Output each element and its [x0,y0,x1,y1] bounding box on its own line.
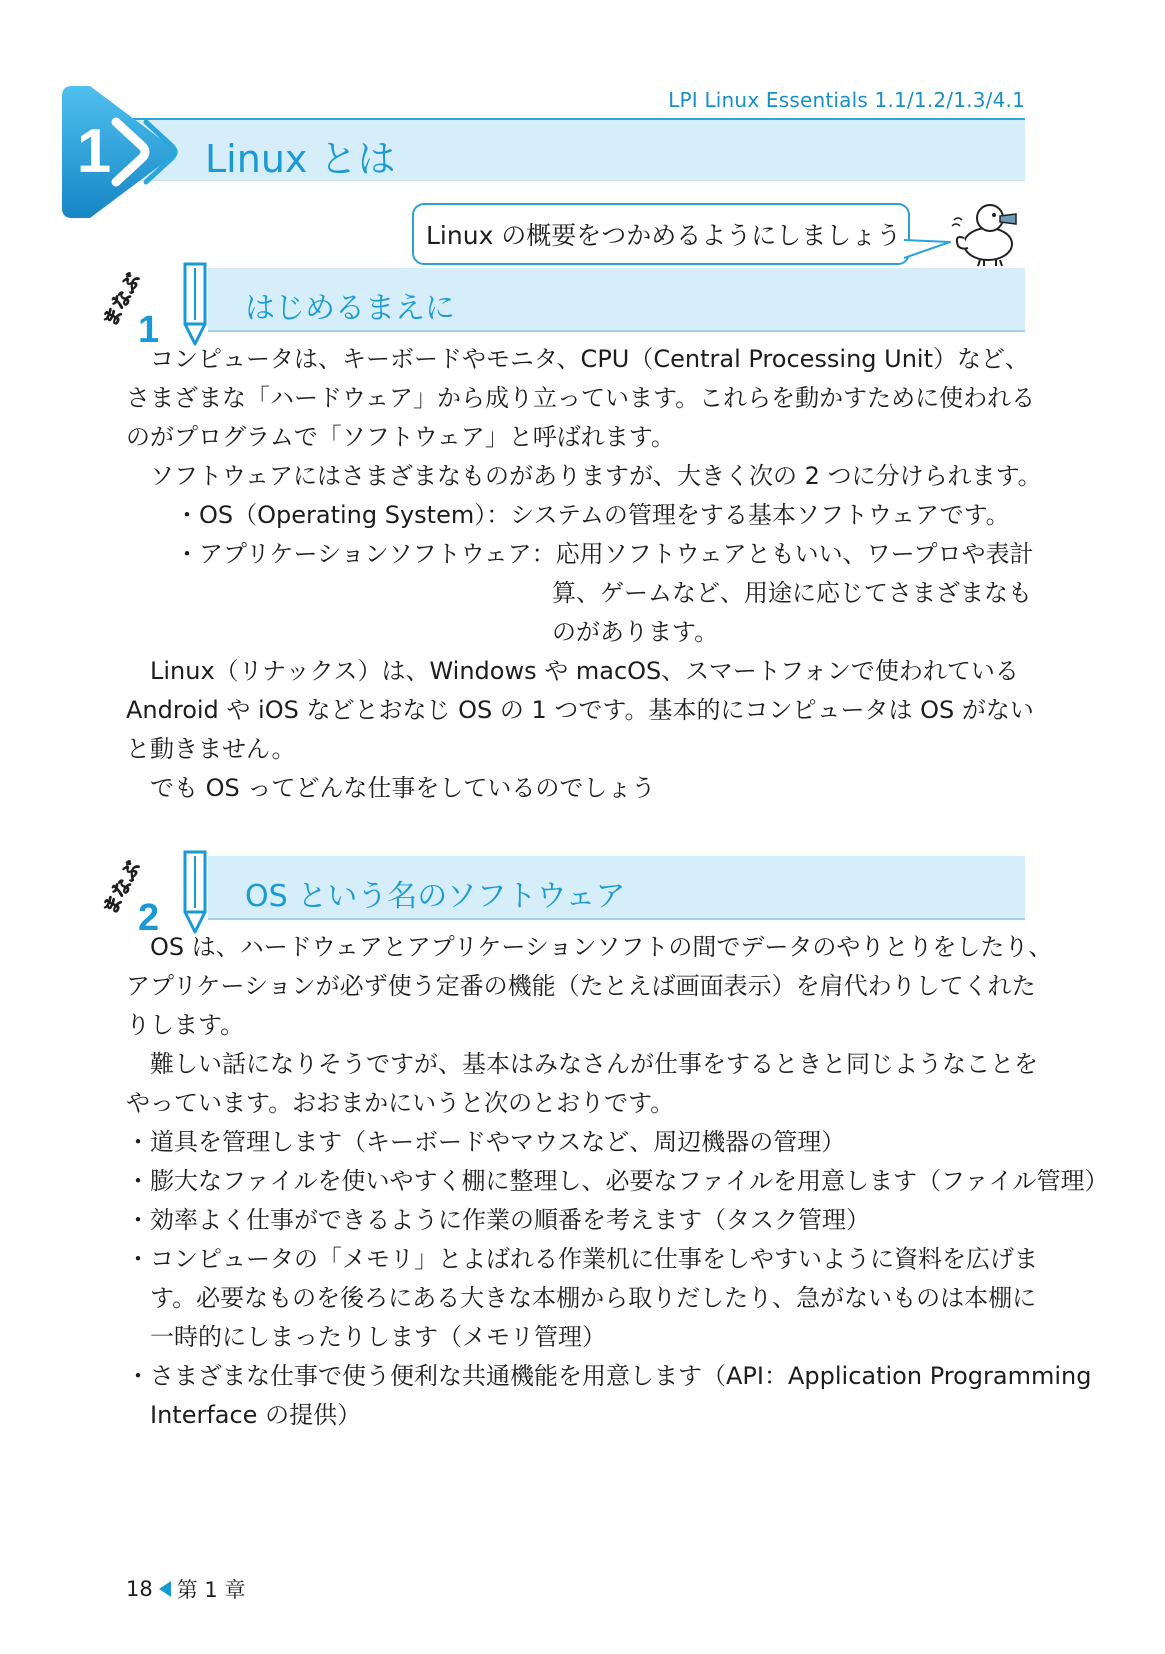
section-1-title: はじめるまえに [245,291,455,326]
section-1-line: と動きません。 [126,735,296,763]
pencil-icon [185,852,205,932]
section-1-badge-label: まなぶ [98,269,146,331]
speech-bubble [412,203,910,265]
section-2-bullet-cont: Interface の提供） [150,1401,362,1429]
section-1-bullet: ・OS（Operating System）：システムの管理をする基本ソフトウェアです。 [175,501,1010,529]
duck-mascot-icon [950,198,1030,268]
section-2-line: アプリケーションが必ず使う定番の機能（たとえば画面表示）を肩代わりしてくれた [126,972,1036,1000]
section-1-line: でも OS ってどんな仕事をしているのでしょう [150,774,656,802]
section-1-number: 1 [138,309,160,350]
pencil-icon [185,264,205,344]
section-2-bullet: ・膨大なファイルを使いやすく棚に整理し、必要なファイルを用意します（ファイル管理） [126,1167,1109,1195]
section-2-line: やっています。おおまかにいうと次のとおりです。 [126,1089,675,1117]
manabu-badge-icon [88,258,228,350]
page-footer [126,1574,245,1604]
section-1-line: Android や iOS などとおなじ OS の 1 つです。基本的にコンピュータは OS がない [126,696,1034,724]
section-1-line: のがプログラムで「ソフトウェア」と呼ばれます。 [126,423,675,451]
chapter-arrow-icon [58,82,208,222]
bubble-text: Linux の概要をつかめるようにしましょう [426,221,902,250]
page-number: 18 [126,1577,153,1601]
section-1-line: Linux（リナックス）は、Windows や macOS、スマートフォンで使われている [150,657,1019,685]
lpi-reference: LPI Linux Essentials 1.1/1.2/1.3/4.1 [668,88,1025,112]
section-2-line: りします。 [126,1011,245,1039]
section-2-title: OS という名のソフトウェア [245,879,626,914]
section-2-bullet: ・道具を管理します（キーボードやマウスなど、周辺機器の管理） [126,1128,846,1156]
section-2-bullet-cont: す。必要なものを後ろにある大きな本棚から取りだしたり、急がないものは本棚に [150,1284,1037,1312]
section-2-bullet-cont: 一時的にしまったりします（メモリ管理） [150,1323,606,1351]
section-2-bullet: ・さまざまな仕事で使う便利な共通機能を用意します（API：Application Programming [126,1362,1092,1390]
section-1-bullet: ・アプリケーションソフトウェア：応用ソフトウェアともいい、ワープロや表計 [175,540,1034,568]
section-1-line: ソフトウェアにはさまざまなものがありますが、大きく次の 2 つに分けられます。 [150,462,1042,490]
page-title: Linux とは [205,137,396,181]
chapter-label: 第 1 章 [176,1578,246,1602]
chapter-number: 1 [76,117,112,186]
bubble-tail [904,236,954,266]
page-triangle-icon [159,1581,171,1597]
manabu-badge-icon [88,846,228,938]
section-2-bullet: ・コンピュータの「メモリ」とよばれる作業机に仕事をしやすいように資料を広げま [126,1245,1038,1273]
section-2-number: 2 [138,897,160,938]
section-1-bullet-cont: のがあります。 [552,618,719,646]
section-2-bullet: ・効率よく仕事ができるように作業の順番を考えます（タスク管理） [126,1206,870,1234]
section-2-line: 難しい話になりそうですが、基本はみなさんが仕事をするときと同じようなことを [150,1050,1038,1078]
section-1-bullet-cont: 算、ゲームなど、用途に応じてさまざまなも [552,579,1032,607]
section-1-line: コンピュータは、キーボードやモニタ、CPU（Central Processing Unit）など、 [150,345,1030,373]
section-2-badge-label: まなぶ [98,857,146,919]
section-1-line: さまざまな「ハードウェア」から成り立っています。これらを動かすために使われる [126,384,1036,412]
section-2-line: OS は、ハードウェアとアプリケーションソフトの間でデータのやりとりをしたり、 [150,933,1053,961]
